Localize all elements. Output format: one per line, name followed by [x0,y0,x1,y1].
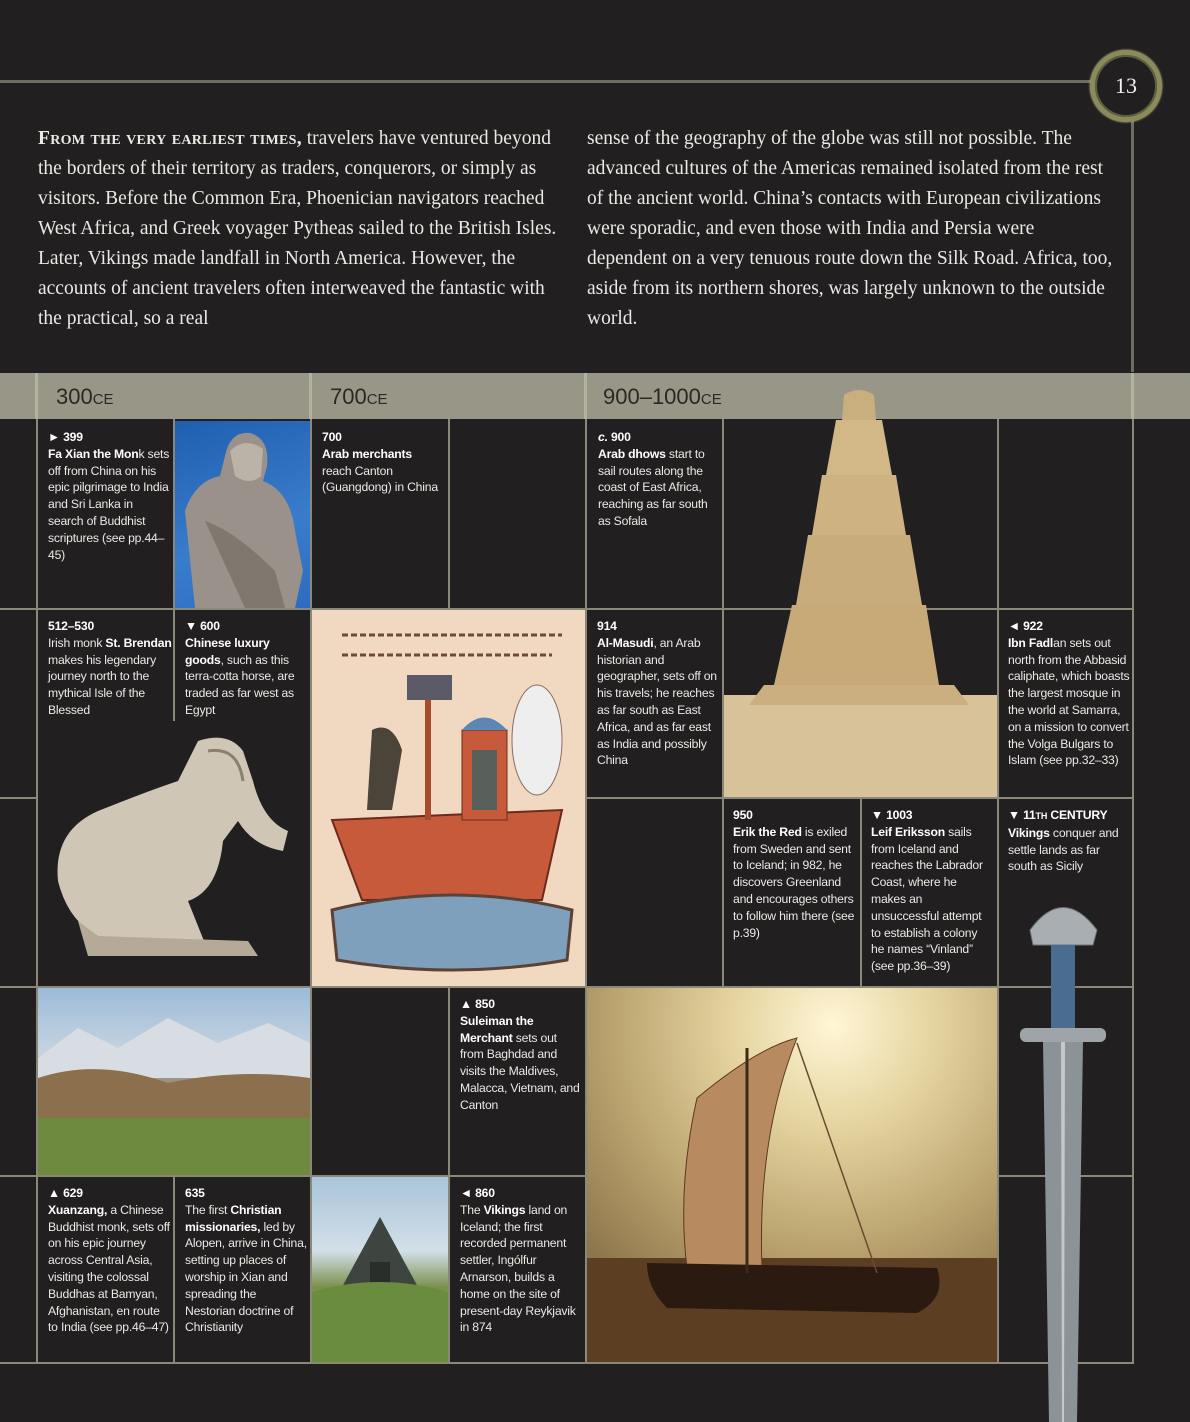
triangle-down-icon: ▼ [1008,808,1020,822]
timeline-header-band [0,373,1190,419]
arab-ship-manuscript-image [312,610,585,986]
entry-1003: ▼ 1003 Leif Eriksson sails from Iceland and reaches the Labrador Coast, where he makes an unsuccessful attempt to establish a colony he names “Vinland” (see pp.36–39) [871,808,983,974]
triangle-down-icon: ▼ [185,619,197,633]
entry-512-530: 512–530 Irish monk St. Brendan makes his legendary journey north to the mythical Isle of the Blessed [48,619,172,717]
band-divider [1131,373,1134,419]
viking-longship-image [587,988,997,1362]
triangle-right-icon: ► [48,430,60,444]
entry-11th-century: ▼ 11TH CENTURY Vikings conquer and settle lands as far south as Sicily [1008,808,1119,874]
era-label-700: 700CE [330,384,388,409]
entry-900: c. 900 Arab dhows start to sail routes along the coast of East Africa, reaching as far south as Sofala [598,430,708,528]
page-number-badge [1090,50,1162,122]
entry-914: 914 Al-Masudi, an Arab historian and geographer, sets off on his travels; he reaches as far south as East Africa, and as far east as India and possibly China [597,619,717,768]
entry-600: ▼ 600 Chinese luxury goods, such as this terra-cotta horse, are traded as far west as Egypt [185,619,295,717]
triangle-down-icon: ▼ [871,808,883,822]
viking-sword-image [1015,890,1110,1422]
entry-629: ▲ 629 Xuanzang, a Chinese Buddhist monk, sets off on his epic journey across Central Asia, visiting the colossal Buddhas at Bamyan, Afghanistan, en route to India (see pp.46–47) [48,1186,170,1335]
band-divider [35,373,38,419]
intro-left-text: travelers have ventured beyond the borders of their territory as traders, conquerors, or simply as visitors. Before the Common Era, Phoenician navigators reached West Africa, and Greek voyager Pytheas sailed to the British Isles. Later, Vikings made landfall in North America. However, the accounts of ancient travelers often interweaved the fantastic with the practical, so a real [38,128,557,329]
right-rule [1131,110,1134,372]
samarra-minaret-image [724,385,997,797]
entry-635: 635 The first Christian missionaries, led by Alopen, arrive in China, setting up places of worship in Xian and spreading the Nestorian doctrine of Christianity [185,1186,307,1335]
entry-399: ► 399 Fa Xian the Monk sets off from China on his epic pilgrimage to India and Sri Lanka in search of Buddhist scriptures (see pp.44–45) [48,430,170,562]
band-divider [309,373,312,419]
intro-right-text: sense of the geography of the globe was still not possible. The advanced cultures of the Americas remained isolated from the rest of the ancient world. China’s contacts with European civilizations were sporadic, and even those with India and Persia were dependent on a very tenuous route down the Silk Road. Africa, too, aside from its northern shores, was largely unknown to the outside world. [587,128,1113,329]
entry-700: 700 Arab merchants reach Canton (Guangdong) in China [322,430,438,495]
entry-950: 950 Erik the Red is exiled from Sweden and sent to Iceland; in 982, he discovers Greenland and encourages others to follow him there (see p.39) [733,808,855,940]
top-rule [0,80,1100,83]
triangle-up-icon: ▲ [48,1186,60,1200]
entry-922: ◄ 922 Ibn Fadlan sets out north from the Abbasid caliphate, which boasts the largest mosque in the world at Samarra, on a mission to convert the Volga Bulgars to Islam (see pp.32–33) [1008,619,1130,768]
page-number: 13 [1115,73,1137,98]
intro-paragraph-right [587,124,1117,334]
entry-860: ◄ 860 The Vikings land on Iceland; the first recorded permanent settler, Ingólfur Arnarson, builds a home on the site of present-day Reykjavik in 874 [460,1186,576,1335]
band-divider [584,373,587,419]
era-label-300: 300CE [56,384,114,409]
bamyan-landscape-image [38,988,310,1175]
intro-paragraph-left [38,124,558,334]
era-label-900-1000: 900–1000CE [603,384,722,409]
buddha-statue-image [175,421,310,608]
intro-lead: From the very earliest times, [38,128,302,149]
triangle-up-icon: ▲ [460,997,472,1011]
entry-850: ▲ 850 Suleiman the Merchant sets out from Baghdad and visits the Maldives, Malacca, Vietnam, and Canton [460,997,580,1112]
triangle-left-icon: ◄ [460,1186,472,1200]
triangle-left-icon: ◄ [1008,619,1020,633]
terra-cotta-horse-image [38,721,310,986]
turf-church-image [312,1177,448,1362]
